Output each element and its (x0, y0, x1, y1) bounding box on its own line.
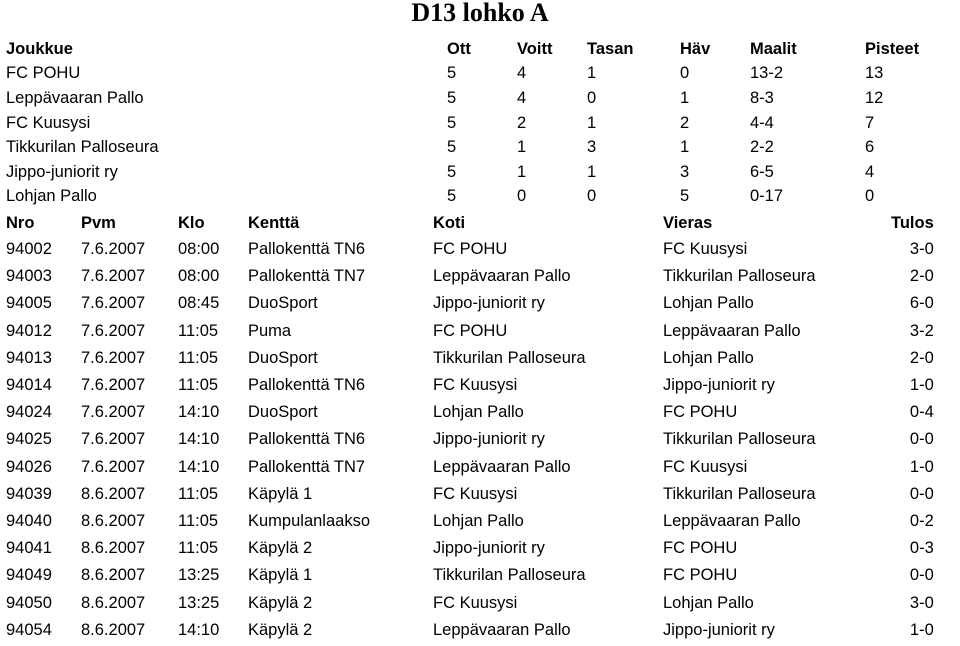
standings-points-cell: 4 (865, 162, 875, 181)
match-row (6, 372, 934, 399)
match-home-team-cell: Leppävaaran Pallo (433, 267, 571, 286)
standings-losses-cell: 1 (680, 138, 690, 157)
match-result-cell: 2-0 (909, 267, 934, 286)
match-result-cell: 0-4 (909, 403, 934, 422)
match-date-cell: 8.6.2007 (81, 539, 146, 558)
match-match-number-cell: 94049 (6, 566, 52, 585)
match-date-cell: 7.6.2007 (81, 376, 146, 395)
match-row (6, 426, 934, 453)
standings-team-name-cell: FC POHU (6, 64, 81, 83)
match-field-cell: Pallokenttä TN6 (248, 430, 366, 449)
match-date-cell: 7.6.2007 (81, 348, 146, 367)
standings-team-name-cell: Lohjan Pallo (6, 187, 97, 206)
standings-played-cell: 5 (447, 162, 457, 181)
matches-header-row (6, 210, 934, 236)
match-time-cell: 11:05 (178, 321, 219, 340)
match-home-team-cell: FC POHU (433, 240, 508, 259)
match-match-number-cell: 94026 (6, 457, 52, 476)
match-time-cell: 11:05 (178, 348, 219, 367)
match-field-cell: Kumpulanlaakso (248, 511, 370, 530)
match-home-team-cell: Jippo-juniorit ry (433, 430, 545, 449)
match-row (6, 508, 934, 535)
col-header-points: Pisteet (865, 39, 920, 58)
match-match-number-cell: 94005 (6, 294, 52, 313)
match-home-team-cell: FC Kuusysi (433, 484, 518, 503)
col-header-number: Nro (6, 213, 35, 232)
match-field-cell: Käpylä 2 (248, 620, 313, 639)
match-time-cell: 13:25 (178, 566, 220, 585)
standings-losses-cell: 1 (680, 88, 690, 107)
standings-draws-cell: 0 (587, 187, 597, 206)
standings-wins-cell: 4 (517, 88, 527, 107)
match-home-team-cell: FC Kuusysi (433, 376, 518, 395)
col-header-away: Vieras (663, 213, 713, 232)
col-header-result: Tulos (891, 213, 934, 232)
match-home-team-cell: Lohjan Pallo (433, 403, 524, 422)
match-field-cell: DuoSport (248, 294, 318, 313)
page-title: D13 lohko A (411, 0, 549, 27)
match-row (6, 617, 934, 644)
match-time-cell: 08:00 (178, 240, 220, 259)
match-match-number-cell: 94003 (6, 267, 52, 286)
match-field-cell: DuoSport (248, 348, 318, 367)
match-match-number-cell: 94041 (6, 539, 52, 558)
match-home-team-cell: Jippo-juniorit ry (433, 539, 545, 558)
match-away-team-cell: Tikkurilan Palloseura (663, 430, 816, 449)
standings-wins-cell: 1 (517, 138, 527, 157)
match-field-cell: DuoSport (248, 403, 318, 422)
standings-draws-cell: 0 (587, 88, 597, 107)
match-row (6, 263, 934, 290)
match-time-cell: 11:05 (178, 539, 219, 558)
match-row (6, 562, 934, 589)
match-date-cell: 8.6.2007 (81, 566, 146, 585)
standings-wins-cell: 0 (517, 187, 527, 206)
standings-points-cell: 13 (865, 64, 884, 83)
match-time-cell: 08:45 (178, 294, 220, 313)
standings-goals-cell: 4-4 (750, 113, 774, 132)
match-result-cell: 0-0 (909, 566, 934, 585)
match-away-team-cell: Lohjan Pallo (663, 348, 754, 367)
match-away-team-cell: Leppävaaran Pallo (663, 511, 801, 530)
standings-losses-cell: 3 (680, 162, 690, 181)
match-time-cell: 14:10 (178, 620, 220, 639)
match-row (6, 589, 934, 616)
col-header-losses: Häv (680, 39, 711, 58)
match-result-cell: 0-0 (909, 484, 934, 503)
match-time-cell: 11:05 (178, 376, 219, 395)
match-time-cell: 14:10 (178, 457, 220, 476)
match-date-cell: 7.6.2007 (81, 457, 146, 476)
match-home-team-cell: FC Kuusysi (433, 593, 518, 612)
col-header-played: Ott (447, 39, 471, 58)
match-home-team-cell: Lohjan Pallo (433, 511, 524, 530)
standings-team-name-cell: Jippo-juniorit ry (6, 162, 118, 181)
match-result-cell: 0-3 (909, 539, 934, 558)
match-row (6, 399, 934, 426)
match-date-cell: 7.6.2007 (81, 294, 146, 313)
match-home-team-cell: Leppävaaran Pallo (433, 620, 571, 639)
match-time-cell: 14:10 (178, 430, 220, 449)
matches-table (6, 210, 934, 644)
match-result-cell: 2-0 (909, 348, 934, 367)
col-header-time: Klo (178, 213, 205, 232)
match-home-team-cell: Leppävaaran Pallo (433, 457, 571, 476)
match-away-team-cell: FC Kuusysi (663, 240, 748, 259)
standings-played-cell: 5 (447, 113, 457, 132)
standings-table (6, 37, 950, 209)
col-header-date: Pvm (81, 213, 116, 232)
standings-draws-cell: 1 (587, 113, 597, 132)
match-result-cell: 0-0 (909, 430, 934, 449)
standings-goals-cell: 8-3 (750, 88, 774, 107)
match-away-team-cell: FC POHU (663, 403, 738, 422)
match-match-number-cell: 94039 (6, 484, 52, 503)
match-result-cell: 3-0 (909, 240, 934, 259)
match-date-cell: 8.6.2007 (81, 593, 146, 612)
match-date-cell: 8.6.2007 (81, 511, 146, 530)
standings-wins-cell: 1 (517, 162, 527, 181)
standings-goals-cell: 13-2 (750, 64, 784, 83)
standings-losses-cell: 2 (680, 113, 690, 132)
match-away-team-cell: FC Kuusysi (663, 457, 748, 476)
match-row (6, 318, 934, 345)
match-match-number-cell: 94002 (6, 240, 52, 259)
match-match-number-cell: 94024 (6, 403, 52, 422)
match-row (6, 345, 934, 372)
match-away-team-cell: Leppävaaran Pallo (663, 321, 801, 340)
match-result-cell: 1-0 (909, 457, 934, 476)
match-match-number-cell: 94014 (6, 376, 52, 395)
match-result-cell: 1-0 (909, 620, 934, 639)
standings-draws-cell: 1 (587, 64, 597, 83)
standings-row (6, 135, 950, 160)
match-row (6, 481, 934, 508)
match-date-cell: 8.6.2007 (81, 484, 146, 503)
match-result-cell: 6-0 (909, 294, 934, 313)
match-match-number-cell: 94012 (6, 321, 52, 340)
col-header-team: Joukkue (6, 39, 73, 58)
match-time-cell: 08:00 (178, 267, 220, 286)
standings-goals-cell: 0-17 (750, 187, 784, 206)
match-row (6, 454, 934, 481)
match-date-cell: 7.6.2007 (81, 240, 146, 259)
match-field-cell: Pallokenttä TN7 (248, 267, 366, 286)
match-field-cell: Käpylä 2 (248, 593, 313, 612)
match-time-cell: 11:05 (178, 511, 219, 530)
standings-losses-cell: 0 (680, 64, 690, 83)
standings-played-cell: 5 (447, 138, 457, 157)
match-result-cell: 3-2 (909, 321, 934, 340)
match-match-number-cell: 94040 (6, 511, 52, 530)
match-away-team-cell: FC POHU (663, 566, 738, 585)
match-field-cell: Pallokenttä TN6 (248, 376, 366, 395)
standings-points-cell: 6 (865, 138, 875, 157)
match-result-cell: 3-0 (909, 593, 934, 612)
match-date-cell: 7.6.2007 (81, 321, 146, 340)
match-time-cell: 14:10 (178, 403, 220, 422)
col-header-draws: Tasan (587, 39, 634, 58)
standings-header-row (6, 37, 950, 62)
match-field-cell: Puma (248, 321, 292, 340)
standings-goals-cell: 6-5 (750, 162, 774, 181)
standings-row (6, 111, 950, 136)
match-match-number-cell: 94054 (6, 620, 52, 639)
match-field-cell: Käpylä 2 (248, 539, 313, 558)
match-match-number-cell: 94025 (6, 430, 52, 449)
match-home-team-cell: Tikkurilan Palloseura (433, 348, 586, 367)
match-field-cell: Pallokenttä TN6 (248, 240, 366, 259)
match-match-number-cell: 94013 (6, 348, 52, 367)
standings-played-cell: 5 (447, 187, 457, 206)
match-result-cell: 0-2 (909, 511, 934, 530)
match-home-team-cell: FC POHU (433, 321, 508, 340)
match-result-cell: 1-0 (909, 376, 934, 395)
standings-team-name-cell: FC Kuusysi (6, 113, 91, 132)
standings-losses-cell: 5 (680, 187, 690, 206)
match-date-cell: 7.6.2007 (81, 430, 146, 449)
match-field-cell: Käpylä 1 (248, 566, 313, 585)
col-header-home: Koti (433, 213, 466, 232)
standings-played-cell: 5 (447, 88, 457, 107)
standings-row (6, 160, 950, 185)
match-time-cell: 13:25 (178, 593, 220, 612)
match-away-team-cell: Tikkurilan Palloseura (663, 267, 816, 286)
match-away-team-cell: Jippo-juniorit ry (663, 620, 775, 639)
standings-points-cell: 0 (865, 187, 875, 206)
match-date-cell: 7.6.2007 (81, 403, 146, 422)
match-date-cell: 8.6.2007 (81, 620, 146, 639)
match-away-team-cell: Lohjan Pallo (663, 593, 754, 612)
col-header-goals: Maalit (750, 39, 797, 58)
standings-played-cell: 5 (447, 64, 457, 83)
col-header-wins: Voitt (517, 39, 553, 58)
match-row (6, 236, 934, 263)
standings-wins-cell: 4 (517, 64, 527, 83)
standings-points-cell: 7 (865, 113, 875, 132)
standings-points-cell: 12 (865, 88, 884, 107)
standings-wins-cell: 2 (517, 113, 527, 132)
match-away-team-cell: Lohjan Pallo (663, 294, 754, 313)
match-row (6, 535, 934, 562)
standings-row (6, 62, 950, 87)
standings-team-name-cell: Leppävaaran Pallo (6, 88, 144, 107)
match-away-team-cell: Tikkurilan Palloseura (663, 484, 816, 503)
standings-team-name-cell: Tikkurilan Palloseura (6, 138, 159, 157)
match-field-cell: Käpylä 1 (248, 484, 313, 503)
match-time-cell: 11:05 (178, 484, 219, 503)
standings-draws-cell: 3 (587, 138, 597, 157)
match-field-cell: Pallokenttä TN7 (248, 457, 366, 476)
match-row (6, 290, 934, 317)
standings-goals-cell: 2-2 (750, 138, 774, 157)
match-match-number-cell: 94050 (6, 593, 52, 612)
match-home-team-cell: Jippo-juniorit ry (433, 294, 545, 313)
match-away-team-cell: Jippo-juniorit ry (663, 376, 775, 395)
match-date-cell: 7.6.2007 (81, 267, 146, 286)
standings-row (6, 185, 950, 210)
col-header-field: Kenttä (248, 213, 300, 232)
match-away-team-cell: FC POHU (663, 539, 738, 558)
standings-row (6, 86, 950, 111)
match-home-team-cell: Tikkurilan Palloseura (433, 566, 586, 585)
standings-draws-cell: 1 (587, 162, 597, 181)
